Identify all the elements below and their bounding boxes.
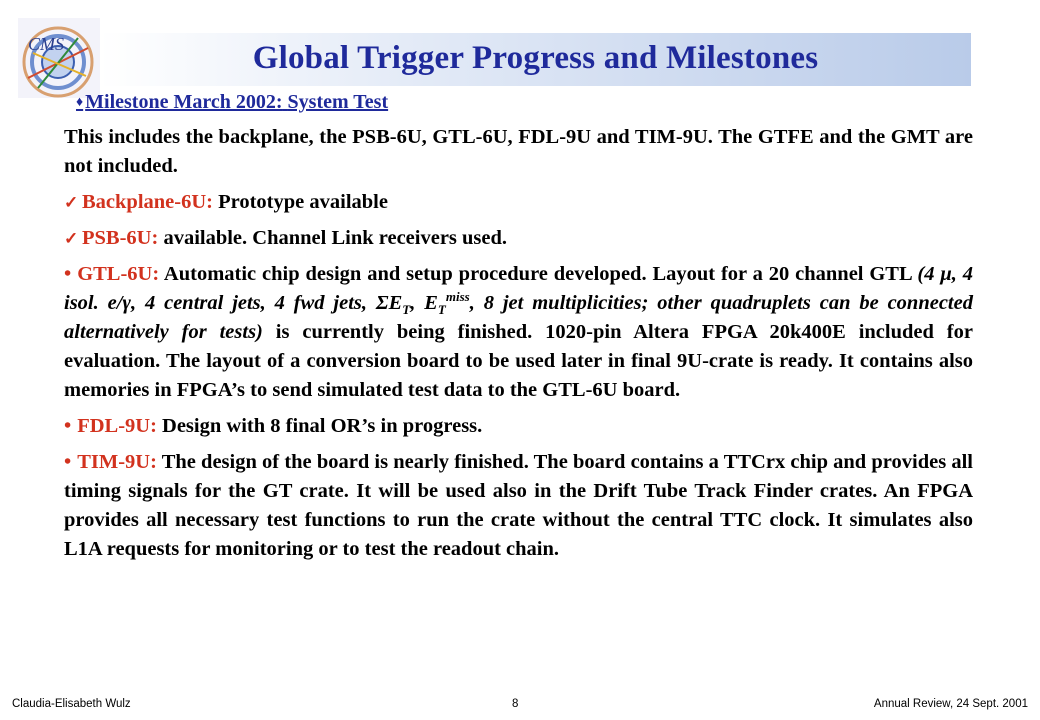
gtl-italic-1: (4 μ, 4 isol. e/γ, 4 central jets, 4 fwd jets, ΣE <box>64 263 973 314</box>
fdl-label: FDL-9U: <box>77 415 157 437</box>
backplane-label: Backplane-6U: <box>82 191 213 213</box>
footer-event: Annual Review, 24 Sept. 2001 <box>873 698 1028 710</box>
psb-label: PSB-6U: <box>82 227 159 249</box>
dot-bullet-icon: • <box>64 415 72 437</box>
gtl-sub-t: T <box>402 302 411 318</box>
checkbox-bullet-icon: ✓ <box>64 193 79 212</box>
gtl-label: GTL-6U: <box>77 263 160 285</box>
psb-item <box>64 224 973 253</box>
gtl-text-2: is currently being finished. 1020-pin Altera FPGA 20k400E included for evaluation. The layout of a conversion board to be used later in final 9U-crate is ready. It contains also memories in FPGA’s to send simulated test data to the GTL-6U board. <box>64 321 973 401</box>
gtl-italic-3: , 8 jet multiplicities; other quadruplets can be connected alternatively for tests) <box>64 292 973 343</box>
slide-body <box>64 88 973 571</box>
milestone-heading[interactable] <box>76 88 973 117</box>
diamond-bullet-icon: ♦ <box>76 95 84 110</box>
slide-title: Global Trigger Progress and Milestones <box>252 40 819 76</box>
svg-text:CMS: CMS <box>28 34 64 54</box>
fdl-item <box>64 412 973 441</box>
fdl-text: Design with 8 final OR’s in progress. <box>156 415 483 437</box>
tim-item <box>64 448 973 564</box>
backplane-text: Prototype available <box>212 191 388 213</box>
cms-logo <box>18 18 100 98</box>
checkbox-bullet-icon: ✓ <box>64 229 79 248</box>
milestone-prefix: Milestone March 2002: <box>85 91 283 113</box>
footer-page-number: 8 <box>512 698 519 710</box>
milestone-name: System Test <box>287 91 389 113</box>
gtl-item <box>64 260 973 405</box>
dot-bullet-icon: • <box>64 263 72 285</box>
tim-label: TIM-9U: <box>77 451 157 473</box>
gtl-text-1: Automatic chip design and setup procedure developed. Layout for a 20 channel GTL <box>159 263 918 285</box>
footer-author: Claudia-Elisabeth Wulz <box>12 698 131 710</box>
intro-paragraph: This includes the backplane, the PSB-6U, GTL-6U, FDL-9U and TIM-9U. The GTFE and the GMT are not included. <box>64 126 973 177</box>
psb-text: available. Channel Link receivers used. <box>158 227 508 249</box>
backplane-item <box>64 188 973 217</box>
tim-text: The design of the board is nearly finished. The board contains a TTCrx chip and provides all timing signals for the GT crate. It will be used also in the Drift Tube Track Finder crates. An FPGA provides all necessary test functions to run the crate without the central TTC clock. It simulates also L1A requests for monitoring or to test the readout chain. <box>64 451 973 560</box>
dot-bullet-icon: • <box>64 451 72 473</box>
gtl-sub-t2: T <box>437 302 446 318</box>
gtl-italic-2: , E <box>410 292 438 314</box>
gtl-sup-miss: miss <box>445 289 470 305</box>
